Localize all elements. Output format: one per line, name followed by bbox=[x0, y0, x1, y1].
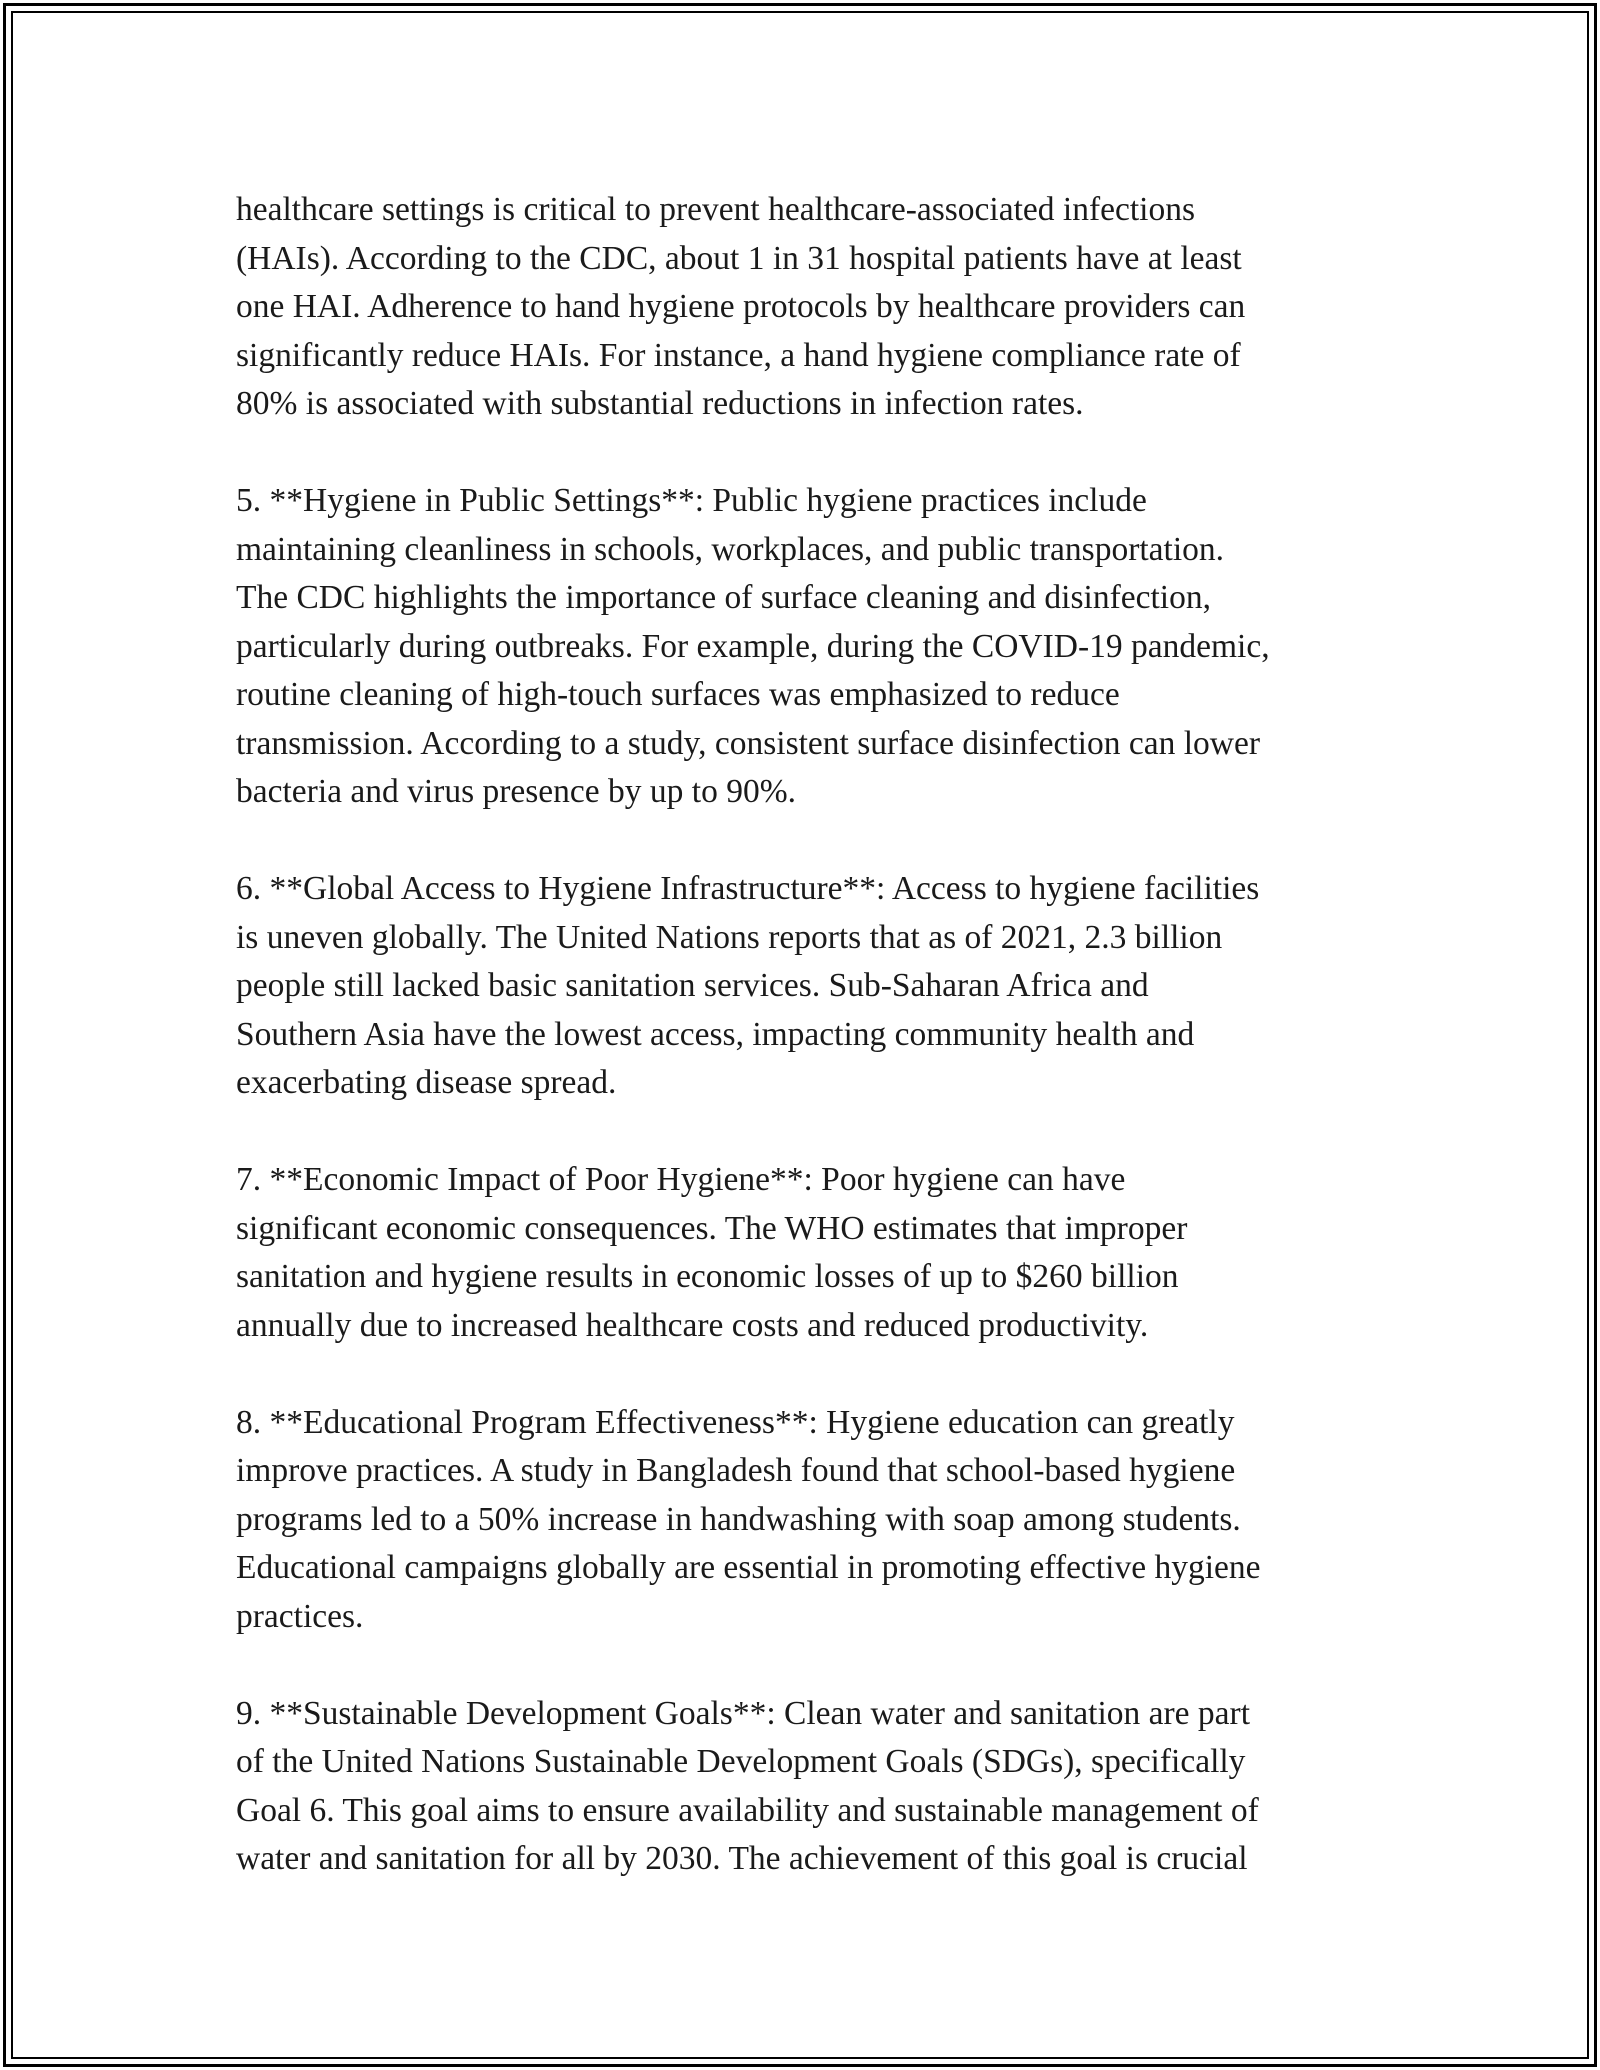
paragraph-educational-programs: 8. **Educational Program Effectiveness**: Hygiene education can greatly improve practices. A study in Bangladesh found that school-based hygiene programs led to a 50% increase in handwashing with soap among students. Educational campaigns globally are essential in promoting effective hygiene practices. bbox=[236, 1403, 1261, 1635]
paragraph-public-settings: 5. **Hygiene in Public Settings**: Public hygiene practices include maintaining cleanliness in schools, workplaces, and public transportation. The CDC highlights the importance of surface cleaning and disinfection, particularly during outbreaks. For example, during the COVID-19 pandemic, routine cleaning of high-touch surfaces was emphasized to reduce transmission. According to a study, consistent surface disinfection can lower bacteria and virus presence by up to 90%. bbox=[236, 482, 1270, 810]
paragraph-sdg: 9. **Sustainable Development Goals**: Clean water and sanitation are part of the United Nations Sustainable Development Goals (SDGs), specifically Goal 6. This goal aims to ensure availability and sustainable management of water and sanitation for all by 2030. The achievement of this goal is crucial bbox=[236, 1694, 1259, 1877]
paragraph-economic-impact: 7. **Economic Impact of Poor Hygiene**: Poor hygiene can have significant economic consequences. The WHO estimates that improper sanitation and hygiene results in economic losses of up to $260 billion annually due to increased healthcare costs and reduced productivity. bbox=[236, 1161, 1188, 1344]
paragraph-hai-continuation: healthcare settings is critical to prevent healthcare-associated infections (HAIs). According to the CDC, about 1 in 31 hospital patients have at least one HAI. Adherence to hand hygiene protocols by healthcare providers can significantly reduce HAIs. For instance, a hand hygiene compliance rate of 80% is associated with substantial reductions in infection rates. bbox=[236, 191, 1246, 422]
paragraph-global-access: 6. **Global Access to Hygiene Infrastructure**: Access to hygiene facilities is uneven globally. The United Nations reports that as of 2021, 2.3 billion people still lacked basic sanitation services. Sub-Saharan Africa and Southern Asia have the lowest access, impacting community health and exacerbating disease spread. bbox=[236, 870, 1260, 1101]
document-body bbox=[236, 186, 1372, 1884]
